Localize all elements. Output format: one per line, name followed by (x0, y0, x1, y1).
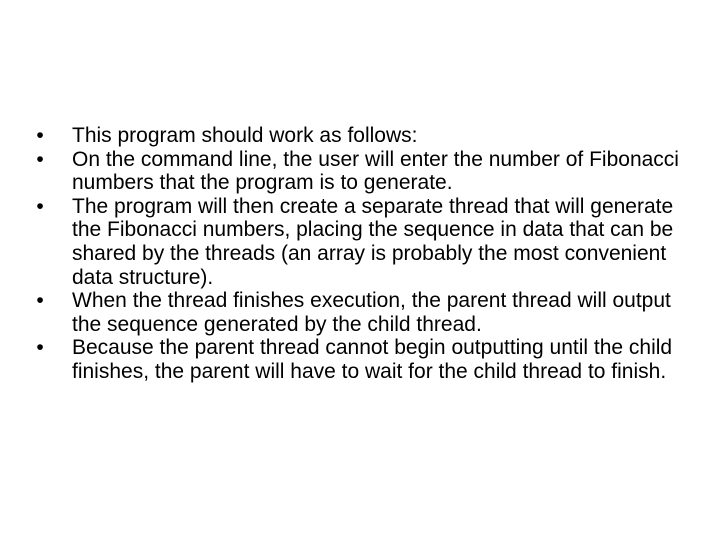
bullet-text: On the command line, the user will enter the number of Fibonacci numbers that the program is to generate. (72, 147, 679, 195)
bullet-item (30, 336, 702, 383)
bullet-text: Because the parent thread cannot begin outputting until the child finishes, the parent will have to wait for the child thread to finish. (72, 336, 673, 383)
bullet-text: This program should work as follows: (72, 124, 418, 147)
bullet-marker: • (36, 194, 44, 218)
bullet-list (30, 124, 702, 384)
bullet-marker: • (36, 147, 44, 171)
bullet-marker: • (36, 124, 44, 147)
bullet-marker: • (36, 336, 44, 360)
bullet-item (30, 195, 702, 289)
bullet-marker: • (36, 289, 44, 313)
bullet-text: The program will then create a separate thread that will generate the Fibonacci numbers, placing the sequence in data that can be shared by the threads (an array is probably the most convenient data structure). (72, 194, 674, 289)
bullet-item (30, 289, 702, 336)
bullet-item (30, 148, 702, 195)
bullet-item (30, 124, 702, 148)
bullet-text: When the thread finishes execution, the parent thread will output the sequence generated by the child thread. (72, 289, 671, 336)
